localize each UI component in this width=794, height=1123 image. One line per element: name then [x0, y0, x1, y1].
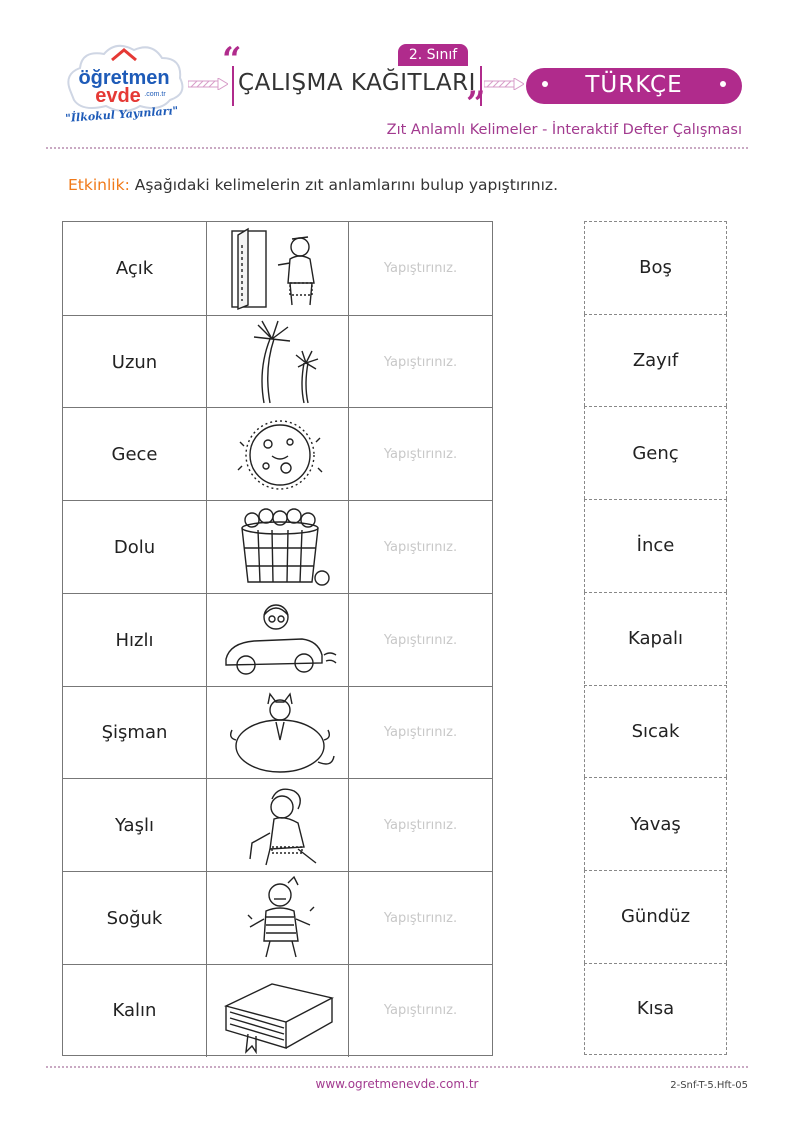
logo-word-2: evde	[95, 85, 141, 107]
cutout-column	[584, 221, 727, 1056]
picture-cell	[206, 594, 349, 687]
word-table	[62, 221, 493, 1056]
logo-tagline: "İlkokul Yayınları"	[64, 104, 179, 125]
word-cell: Soğuk	[106, 907, 163, 929]
subject-pill	[526, 68, 742, 104]
paste-area[interactable]: Yapıştırınız.	[383, 1003, 458, 1019]
apple-basket-icon	[218, 504, 338, 590]
subject-label: TÜRKÇE	[585, 72, 683, 98]
cutout-card[interactable]: Gündüz	[584, 870, 727, 963]
paste-area[interactable]: Yapıştırınız.	[383, 260, 458, 276]
paste-area[interactable]: Yapıştırınız.	[383, 818, 458, 834]
moon-icon	[218, 412, 338, 498]
paste-area[interactable]: Yapıştırınız.	[383, 725, 458, 741]
paste-area[interactable]: Yapıştırınız.	[383, 910, 458, 926]
word-cell: Gece	[111, 444, 158, 466]
word-cell: Yaşlı	[115, 815, 154, 837]
publisher-logo	[60, 38, 190, 128]
thick-book-icon	[218, 968, 338, 1054]
race-car-icon	[218, 597, 338, 683]
footer-divider	[46, 1066, 748, 1068]
table-row	[63, 222, 492, 315]
instruction	[68, 176, 558, 194]
page-title: ÇALIŞMA KAĞITLARI	[238, 70, 476, 96]
cutout-card[interactable]: Sıcak	[584, 685, 727, 778]
paste-area[interactable]: Yapıştırınız.	[383, 447, 458, 463]
picture-cell	[206, 316, 349, 409]
logo-domain: .com.tr	[144, 91, 166, 98]
word-cell: Açık	[115, 257, 154, 279]
close-quote-icon: ”	[466, 84, 486, 124]
bullet-icon	[720, 81, 726, 87]
table-row	[63, 686, 492, 780]
header-divider	[46, 147, 748, 149]
cutout-card[interactable]: Kapalı	[584, 592, 727, 685]
table-row	[63, 315, 492, 409]
old-man-icon	[218, 783, 338, 869]
footer-code: 2-Snf-T-5.Hft-05	[670, 1080, 748, 1091]
paste-area[interactable]: Yapıştırınız.	[383, 354, 458, 370]
paste-area[interactable]: Yapıştırınız.	[383, 539, 458, 555]
table-row	[63, 871, 492, 965]
open-door-icon	[218, 225, 338, 311]
word-cell: Kalın	[112, 1000, 157, 1022]
open-quote-icon: “	[222, 40, 242, 80]
picture-cell	[206, 408, 349, 501]
page-subtitle: Zıt Anlamlı Kelimeler - İnteraktif Defter Çalışması	[386, 122, 742, 138]
picture-cell	[206, 965, 349, 1058]
table-row	[63, 778, 492, 872]
instruction-text: Aşağıdaki kelimelerin zıt anlamlarını bulup yapıştırınız.	[129, 176, 558, 194]
word-cell: Dolu	[113, 536, 156, 558]
cutout-card[interactable]: Genç	[584, 406, 727, 499]
palm-trees-icon	[218, 319, 338, 405]
fat-cat-icon	[218, 690, 338, 776]
instruction-label: Etkinlik:	[68, 176, 130, 194]
picture-cell	[206, 687, 349, 780]
picture-cell	[206, 779, 349, 872]
arrow-right-icon	[484, 78, 524, 90]
word-cell: Şişman	[101, 722, 168, 744]
picture-cell	[206, 501, 349, 594]
picture-cell	[206, 222, 349, 315]
table-row	[63, 964, 492, 1058]
word-cell: Hızlı	[115, 629, 154, 651]
paste-area[interactable]: Yapıştırınız.	[383, 632, 458, 648]
cold-man-icon	[218, 875, 338, 961]
cutout-card[interactable]: Boş	[584, 221, 727, 314]
table-row	[63, 593, 492, 687]
grade-badge: 2. Sınıf	[398, 44, 468, 66]
table-row	[63, 407, 492, 501]
word-cell: Uzun	[111, 351, 158, 373]
cutout-card[interactable]: İnce	[584, 499, 727, 592]
logo-word-1: öğretmen	[78, 67, 170, 89]
footer-url[interactable]: www.ogretmenevde.com.tr	[315, 1077, 479, 1091]
cutout-card[interactable]: Yavaş	[584, 777, 727, 870]
title-box	[232, 66, 482, 106]
cutout-card[interactable]: Zayıf	[584, 314, 727, 407]
cutout-card[interactable]: Kısa	[584, 963, 727, 1056]
picture-cell	[206, 872, 349, 965]
table-row	[63, 500, 492, 594]
